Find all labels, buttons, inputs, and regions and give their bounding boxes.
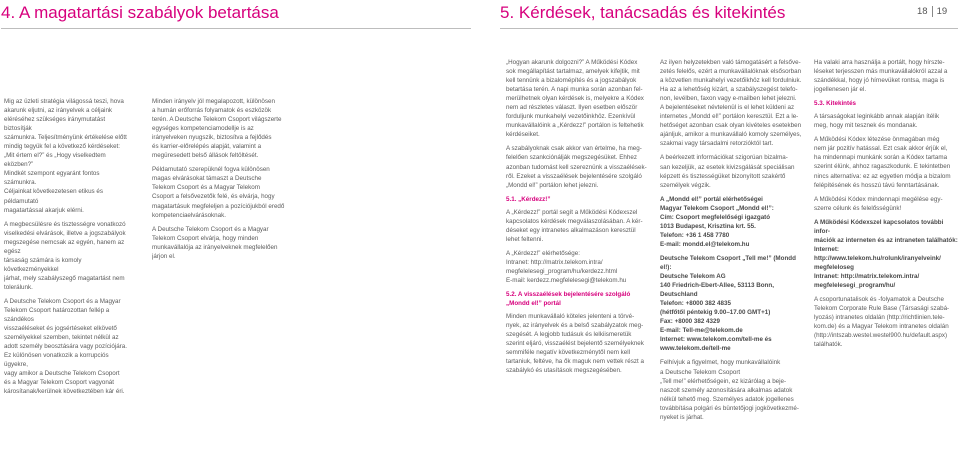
section-heading-5-1: 5.1. „Kérdezz!”	[506, 195, 551, 203]
paragraph: „Hogyan akarunk dolgozni?” A Működési Kódex sok megállapítást tartalmaz, amelyek kifejtik, mit kell tennünk a bizalomépítés és a jogszabályok betartása terén. A napi munka során azonban fel- merülhetnek olyan kérdések is, melyekre a Kódex nem ad részletes választ. Ilyen esetben először forduljunk munkahelyi vezetőinkhöz. Ezenkívül munkavállalóink a „Kérdezz!” portálon is feltehetik kérdéseiket.	[506, 59, 644, 139]
right-page-column-2	[660, 58, 803, 457]
paragraph: A Működési Kódex létezése önmagában még nem jár pozitív hatással. Ezt csak akkor érjük el, ha mindennapi munkánk során a Kódex tartama szerint élünk, ahhoz ragaszkodunk. E tekintetben nincs alternatíva: ez az egyetlen módja a bizalom felépítésének és hosszú távú fenntartásának.	[814, 136, 951, 189]
paragraph: Példamutató szerepüknél fogva különösen magas elvárásokat támaszt a Deutsche Telekom Csoport és a Magyar Telekom Csoport a felsővezetők felé, és elvárja, hogy magatartásuk megfeleljen a pozíciójukból eredő kompetenciaelvárásoknak.	[152, 166, 285, 219]
contact-block-deutsche-telekom: Deutsche Telekom Csoport „Tell me!” (Mondd el!): Deutsche Telekom AG 140 Friedrich-Ebert-Allee, 53113 Bonn, Deutschland Telefon: +8000 382 4835 (hétfőtől péntekig 9.00–17.00 GMT+1) Fax: +8000 382 4329 E-mail: Tell-me@telekom.de Internet: www.telekom.com/tell-me és www.telekom.de/tell-me	[660, 254, 796, 353]
paragraph: Ha valaki arra használja a portált, hogy hírszte- léseket terjesszen más munkavállalókról azzal a szándékkal, hogy jó hírnevüket rontsa, maga is jogellenesen jár el.	[814, 59, 948, 94]
paragraph: A Működési Kódex mindennapi megélése egy- szerre célunk és felelősségünk!	[814, 195, 943, 212]
page-number-divider	[932, 6, 933, 17]
contact-block-magyar-telekom: A „Mondd el!” portál elérhetőségei Magyar Telekom Csoport „Mondd el!”: Cím: Csoport megfelelőségi igazgató 1013 Budapest, Krisztina krt. 55. Telefon: +36 1 458 7780 E-mail: mondd.el@telekom.hu	[660, 195, 774, 248]
paragraph: A társaságokat leginkább annak alapján ítélik meg, hogy mit tesznek és mondanak.	[814, 113, 940, 130]
contact-block-kerdezz: A „Kérdezz!” elérhetősége: Intranet: http://matrix.telekom.intra/ megfelelesegi_program/hu/kerdezz.html E-mail: kerdezz.megfelelesegi@telekom.hu	[506, 249, 627, 285]
paragraph: A beérkezett információkat szigorúan bizalma- san kezeljük, az esetek kivizsgálását speciálisan képzett és tisztességüket bizonyított szakértő személyek végzik.	[660, 154, 795, 189]
paragraph: A Deutsche Telekom Csoport és a Magyar Telekom Csoport elvárja, hogy minden munkavállalója az irányelveknek megfelelően járjon el.	[152, 225, 278, 260]
right-header-rule	[500, 28, 958, 29]
right-page-title: 5. Kérdések, tanácsadás és kitekintés	[500, 3, 786, 22]
links-block: A Működési Kódexszel kapcsolatos további infor- mációk az interneten és az intraneten találhatók: Internet: http://www.telekom.hu/rolunk/iranyelveink/ megfeleloseg Intranet: http://matrix.telekom.intra/ megfelelesegi_program/hu/	[814, 218, 958, 290]
paragraph: Mig az üzleti stratégia világossá teszi, hova akarunk eljutni, az irányelvek a céljaink eléréséhez szükséges iránymutatást biztosítják számunkra. Teljesítményünk értékelése előtt mindig tegyük fel a következő kérdéseket: „Mit értem el?” és „Hogy viselkedtem eközben?” Mindkét szempont egyaránt fontos számunkra. Céljainkat következetesen etikus és példamutató magatartással akarjuk elérni.	[4, 98, 127, 214]
paragraph: A megbecsülésre és tisztességre vonatkozó viselkedési elvárások, illetve a jogszabályok megszegése nemcsak az egyén, hanem az egész társaság számára is komoly következményekkel járhat, mely szabályszegő magatartást nem tolerálunk.	[4, 220, 126, 291]
page-number-right: 19	[936, 6, 948, 18]
paragraph: Felhívjuk a figyelmet, hogy munkavállalóink a Deutsche Telekom Csoport „Tell me!” elérhetőségein, ez kizárólag a beje- naszolt személy azonosítására alkalmas adatok nélkül tehető meg. Személyes adatok jogellenes továbbítása polgári és büntetőjogi jogkövetkezmé- nyeket is járhat.	[660, 359, 799, 421]
right-page-column-3	[814, 58, 959, 457]
right-page-column-1	[506, 58, 648, 457]
paragraph: A szabályoknak csak akkor van értelme, ha meg- felelően szankciónálják megszegésüket. Ehhez azonban tudomást kell szereznünk a visszaélések- ről. Ezeket a visszaélések bejelentésére szolgáló „Mondd el!” portálon lehet jelezni.	[506, 145, 647, 189]
paragraph: Minden munkavállaló köteles jelenteni a törvé- nyek, az irányelvek és a belső szabályzatok meg- szegését. A legjobb tudásuk és lelkiismeretük szerint eljáró, visszaélést bejelentő személyeknek semmiféle negatív következménytől nem kell tartaniuk, feltéve, ha ők maguk nem vettek részt a szabálykó és utasítások megszegésében.	[506, 313, 644, 375]
section-heading-5-3: 5.3. Kitekintés	[814, 100, 857, 108]
paragraph: Minden irányelv jól megalapozott, különösen a humán erőforrás folyamatok és eszközök terén. A Deutsche Telekom Csoport világszerte egységes kompetenciamodellje is az irányelveken nyugszik, biztosítva a fejlődés és karrier-előrelépés alapját, valamint a megüresedett belső állások feltöltését.	[152, 98, 282, 160]
left-page-column-2	[152, 97, 309, 457]
paragraph: Az ilyen helyzetekben való támogatásért a felsőve- zetés felelős, ezért a munkavállalóknak elsősorban a közvetlen munkahelyi vezetőikhöz kell fordulniuk. Ha az a lehetőség kizárt, a szabályszegést telefo- non, levélben, faxon vagy e-mailben lehet jelezni. A bejelentéseket névtelenül is el lehet küldeni az internetes „Mondd el!” portálon keresztül. Ezt a le- hetőséget azonban csak olyan kivételes esetekben ajánljuk, amikor a munkavállaló komoly személyes, szakmai vagy társadalmi retorzióktól tart.	[660, 59, 802, 148]
left-page-column-1	[4, 97, 132, 457]
paragraph: A Deutsche Telekom Csoport és a Magyar Telekom Csoport határozottan fellép a szándékos visszaéléseket és jogsértéseket elkövető személyekkel szemben, tekintet nélkül az adott személy beosztására vagy pozíciójára. Ez különösen vonatkozik a korrupciós ügyekre, vagy amikor a Deutsche Telekom Csoport és a Magyar Telekom Csoport vagyonát károsítanak/kerülnek következtében kár éri.	[4, 297, 127, 396]
paragraph: A „Kérdezz!” portál segít a Működési Kódexszel kapcsolatos kérdések megválaszolásában. A kér- déseket egy intranetes alkalmazáson keresztül lehet feltenni.	[506, 208, 643, 243]
left-header-rule	[1, 28, 471, 29]
page-numbers	[917, 6, 947, 17]
section-heading-5-2: 5.2. A visszaélések bejelentésére szolgáló „Mondd el!” portál	[506, 291, 631, 308]
paragraph: A csoportunatalisok és -folyamatok a Deutsche Telekom Corporate Rule Base (Társasági szabá- lyozás) intranetes oldalán (http://richtlinien.tele- kom.de) és a Magyar Telekom intranetes oldalán (http://intszab.westel.westel900.hu/default.aspx) találhatók.	[814, 296, 950, 349]
left-page-title: 4. A magatartási szabályok betartása	[1, 3, 279, 22]
page-number-left: 18	[917, 6, 928, 18]
